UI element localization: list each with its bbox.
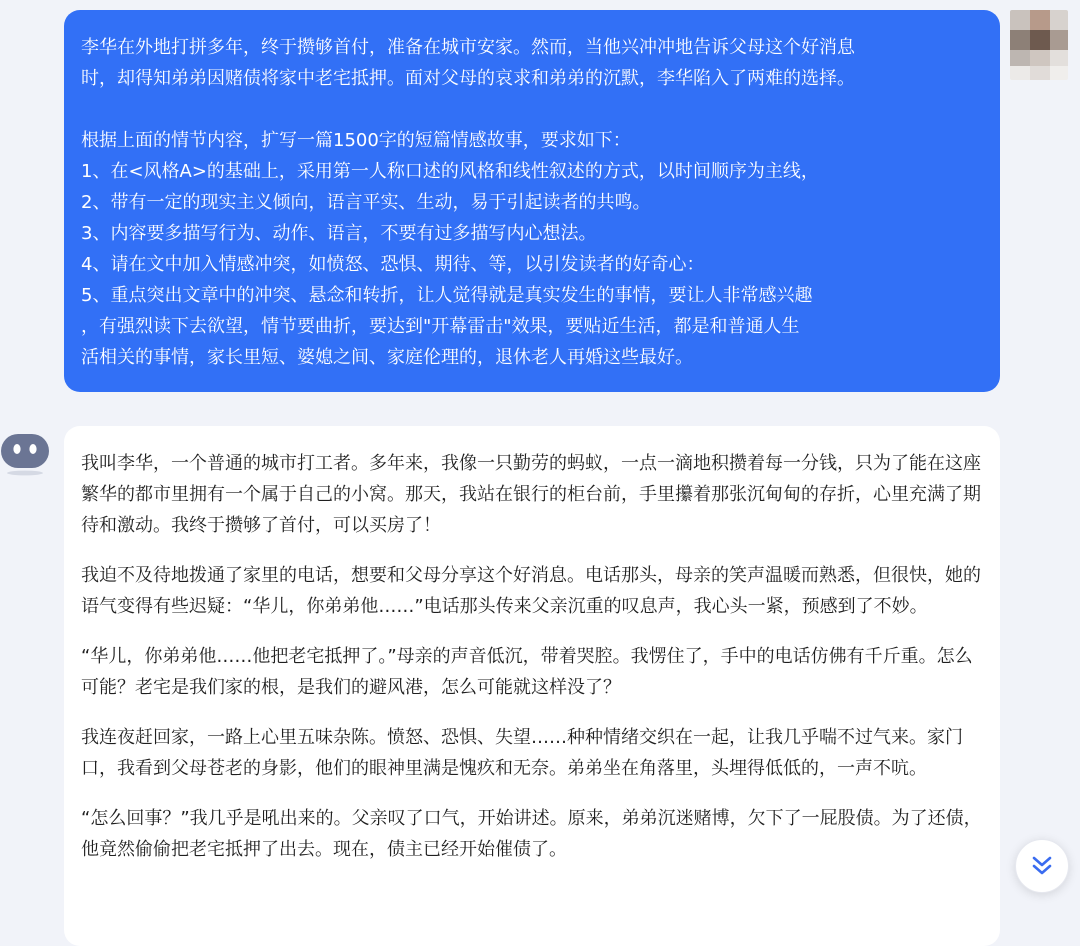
requirement-1: 1、在<风格A>的基础上，采用第一人称口述的风格和线性叙述的方式，以时间顺序为主线， xyxy=(81,161,819,182)
user-message-plot: 李华在外地打拼多年，终于攒够首付，准备在城市安家。然而，当他兴冲冲地告诉父母这个好消息 时，却得知弟弟因赌债将家中老宅抵押。面对父母的哀求和弟弟的沉默，李华陷入了两难的选择。 xyxy=(81,37,855,89)
assistant-paragraph: 我叫李华，一个普通的城市打工者。多年来，我像一只勤劳的蚂蚁，一点一滴地积攒着每一分钱，只为了能在这座繁华的都市里拥有一个属于自己的小窝。那天，我站在银行的柜台前，手里攥着那张沉甸甸的存折，心里充满了期待和激动。我终于攒够了首付，可以买房了！ xyxy=(81,453,981,536)
requirement-4: 4、请在文中加入情感冲突，如愤怒、恐惧、期待、等，以引发读者的好奇心： xyxy=(81,254,705,275)
assistant-paragraph: 我迫不及待地拨通了家里的电话，想要和父母分享这个好消息。电话那头，母亲的笑声温暖而熟悉，但很快，她的语气变得有些迟疑：“华儿，你弟弟他……”电话那头传来父亲沉重的叹息声，我心头一紧，预感到了不妙。 xyxy=(81,565,981,617)
user-avatar[interactable] xyxy=(1010,10,1068,80)
double-chevron-down-icon xyxy=(1029,853,1055,879)
requirement-2: 2、带有一定的现实主义倾向，语言平实、生动，易于引起读者的共鸣。 xyxy=(81,192,651,213)
assistant-paragraph: “华儿，你弟弟他……他把老宅抵押了。”母亲的声音低沉，带着哭腔。我愣住了，手中的电话仿佛有千斤重。怎么可能？老宅是我们家的根，是我们的避风港，怎么可能就这样没了？ xyxy=(81,646,973,698)
assistant-paragraph: “怎么回事？”我几乎是吼出来的。父亲叹了口气，开始讲述。原来，弟弟沉迷赌博，欠下了一屁股债。为了还债，他竟然偷偷把老宅抵押了出去。现在，债主已经开始催债了。 xyxy=(81,808,982,860)
user-message-bubble xyxy=(64,10,1000,392)
scroll-to-bottom-button[interactable] xyxy=(1015,839,1069,893)
assistant-message-bubble xyxy=(64,426,1000,946)
user-message-spacer xyxy=(81,94,972,125)
requirement-3: 3、内容要多描写行为、动作、语言，不要有过多描写内心想法。 xyxy=(81,223,597,244)
user-message-instruction: 根据上面的情节内容，扩写一篇1500字的短篇情感故事，要求如下： xyxy=(81,130,631,151)
robot-face-icon xyxy=(0,432,50,476)
assistant-paragraph: 我连夜赶回家，一路上心里五味杂陈。愤怒、恐惧、失望……种种情绪交织在一起，让我几乎喘不过气来。家门口，我看到父母苍老的身影，他们的眼神里满是愧疚和无奈。弟弟坐在角落里，头埋得低低的，一声不吭。 xyxy=(81,727,963,779)
requirement-5: 5、重点突出文章中的冲突、悬念和转折，让人觉得就是真实发生的事情，要让人非常感兴趣 ，有强烈读下去欲望，情节要曲折，要达到"开幕雷击"效果，要贴近生活，都是和普通人生 活相关的事情，家长里短、婆媳之间、家庭伦理的，退休老人再婚这些最好。 xyxy=(81,285,813,368)
